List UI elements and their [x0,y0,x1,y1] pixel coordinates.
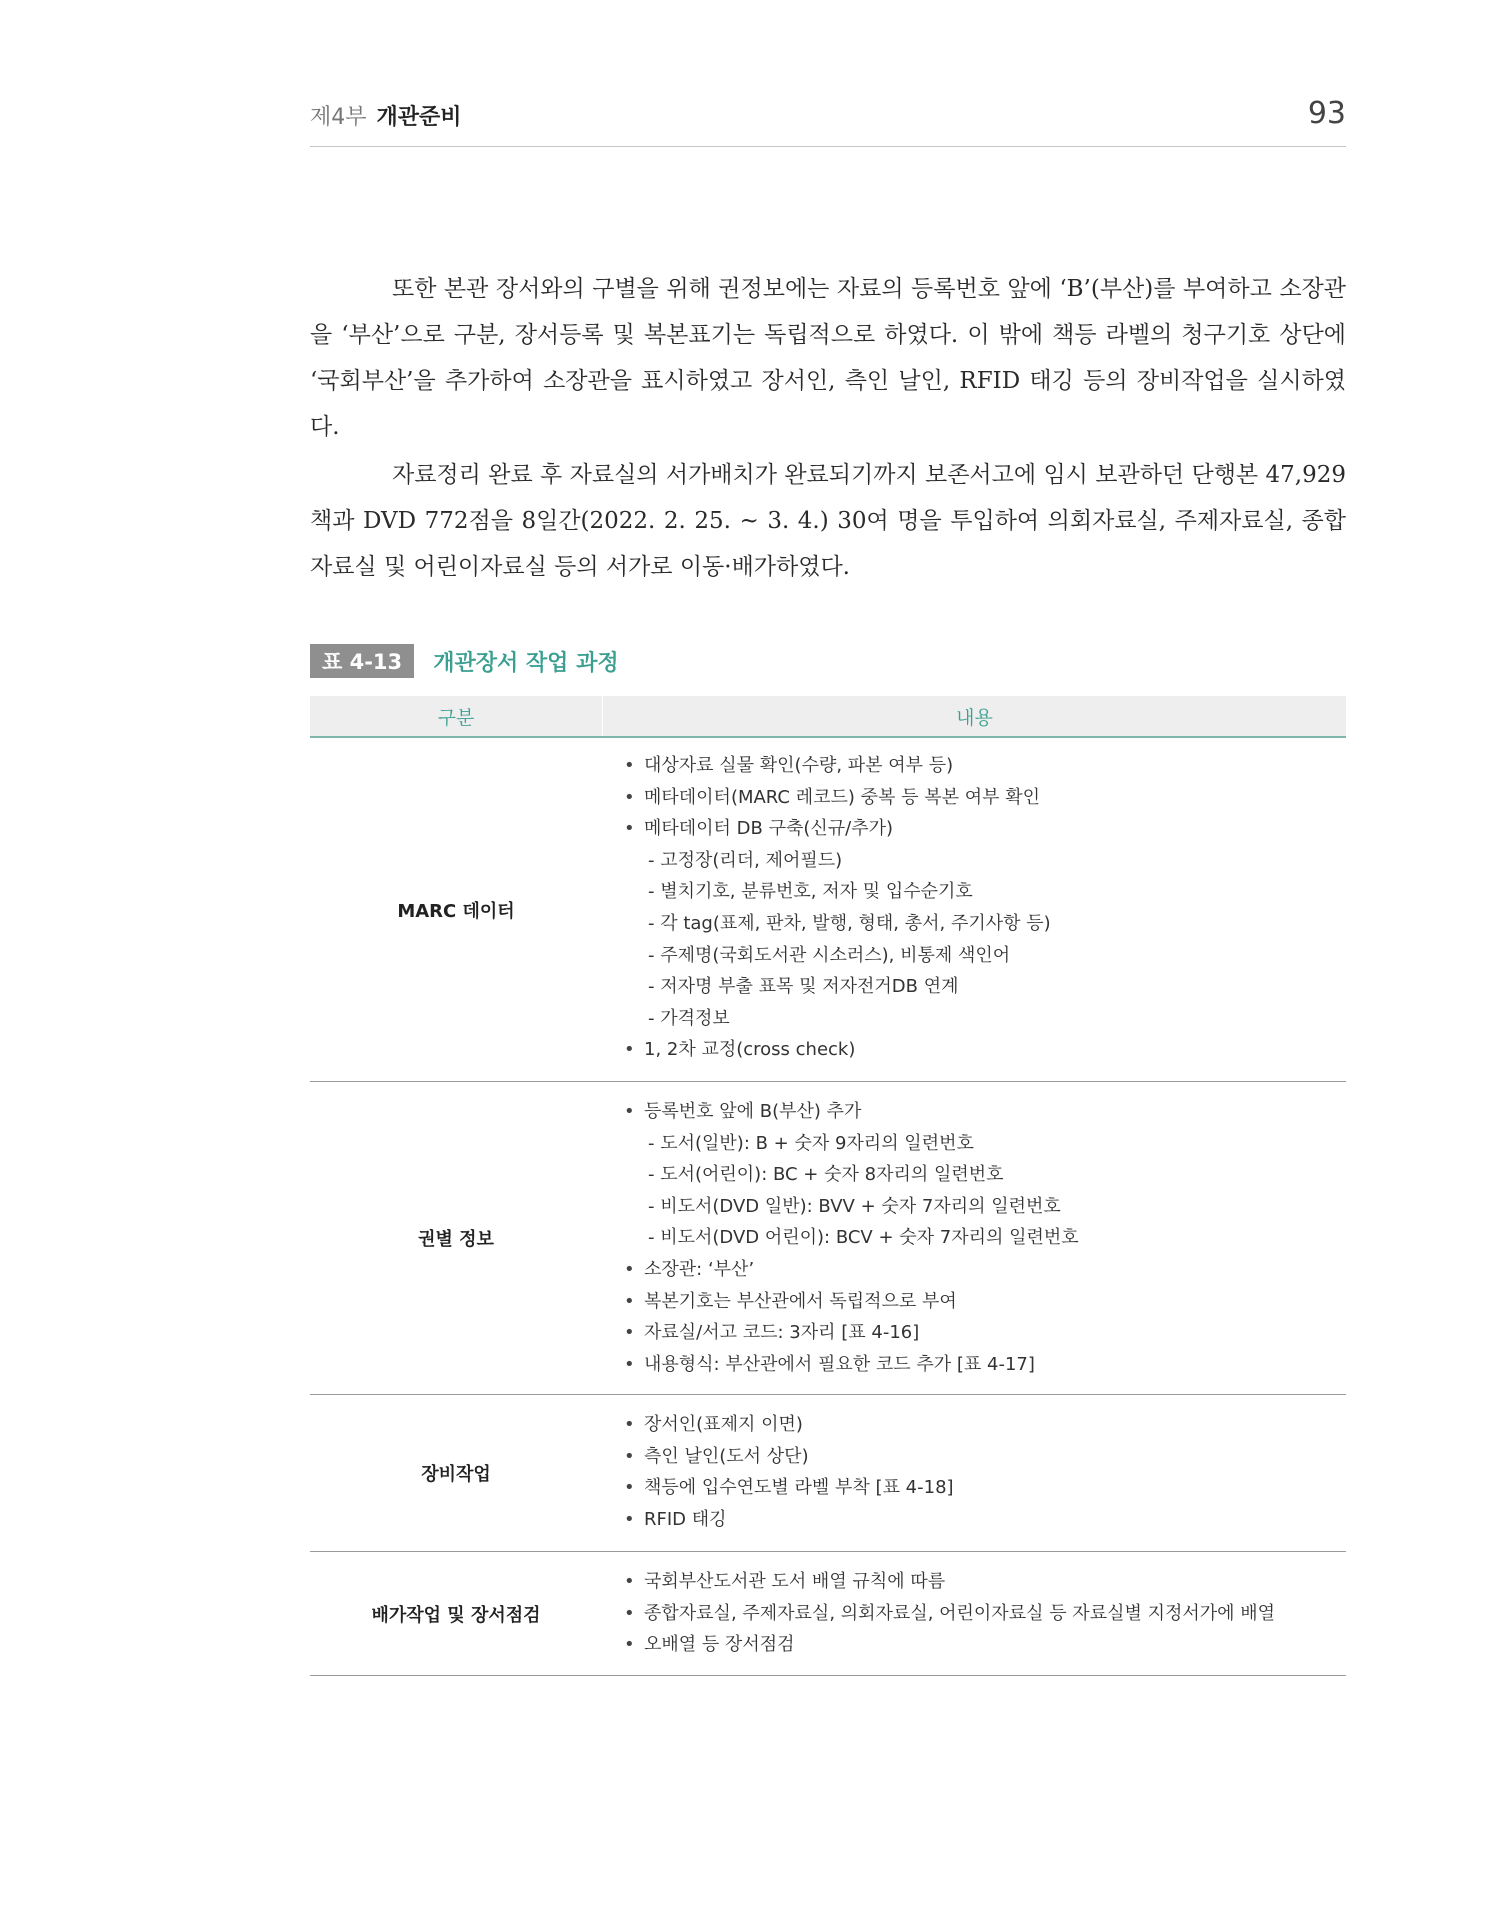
running-header [310,98,1346,147]
list-item: • 측인 날인(도서 상단) [624,1441,1346,1473]
part-title: 개관준비 [376,105,462,130]
sub-list-item: - 도서(일반): B + 숫자 9자리의 일련번호 [648,1132,974,1154]
list-item: • 장서인(표제지 이면) [624,1409,1346,1441]
work-process-table [310,696,1346,1676]
list-item: • 국회부산도서관 도서 배열 규칙에 따름 [624,1566,1346,1598]
sub-list-item: - 비도서(DVD 일반): BVV + 숫자 7자리의 일련번호 [648,1195,1061,1217]
list-item: • 등록번호 앞에 B(부산) 추가 [624,1096,1346,1128]
row-content [602,1082,1346,1394]
sub-list-item: - 주제명(국회도서관 시소러스), 비통제 색인어 [648,944,1011,966]
body-paragraph: 또한 본관 장서와의 구별을 위해 권정보에는 자료의 등록번호 앞에 ‘B’(부산)를 부여하고 소장관을 ‘부산’으로 구분, 장서등록 및 복본표기는 독립적으로 하였다. 이 밖에 책등 라벨의 청구기호 상단에 ‘국회부산’을 추가하여 소장관을 표시하였고 장서인, 측인 날인, RFID 태깅 등의 장비작업을 실시하였다. [310,276,1346,440]
list-item: • 메타데이터 DB 구축(신규/추가) [624,813,1346,845]
sub-list-item: - 가격정보 [648,1007,730,1029]
part-number: 제4부 [310,105,367,130]
list-item: • 소장관: ‘부산’ [624,1254,1346,1286]
row-category: 권별 정보 [418,1229,494,1250]
list-item: • 책등에 입수연도별 라벨 부착 [표 4-18] [624,1472,1346,1504]
page-number: 93 [1307,96,1346,131]
list-item: • 내용형식: 부산관에서 필요한 코드 추가 [표 4-17] [624,1349,1346,1381]
table-row [310,738,1346,1082]
sub-list-item: - 각 tag(표제, 판차, 발행, 형태, 총서, 주기사항 등) [648,912,1051,934]
row-content [602,1552,1346,1675]
list-item: • 종합자료실, 주제자료실, 의회자료실, 어린이자료실 등 자료실별 지정서가에 배열 [624,1598,1346,1630]
sub-list-item: - 저자명 부출 표목 및 저자전거DB 연계 [648,976,959,998]
part-label [310,100,462,131]
table-row [310,1395,1346,1552]
table-caption [310,644,619,674]
table-row [310,1082,1346,1395]
list-item: • RFID 태깅 [624,1504,1346,1536]
row-category: 배가작업 및 장서점검 [371,1604,541,1626]
row-content [602,1395,1346,1551]
table-row [310,1552,1346,1676]
list-item: • 오배열 등 장서점검 [624,1629,1346,1661]
sub-list-item: - 별치기호, 분류번호, 저자 및 입수순기호 [648,881,973,903]
list-item: • 자료실/서고 코드: 3자리 [표 4-16] [624,1317,1346,1349]
list-item: • 1, 2차 교정(cross check) [624,1034,1346,1066]
body-paragraph: 자료정리 완료 후 자료실의 서가배치가 완료되기까지 보존서고에 임시 보관하던 단행본 47,929책과 DVD 772점을 8일간(2022. 2. 25. ~ 3. 4.) 30여 명을 투입하여 의회자료실, 주제자료실, 종합자료실 및 어린이자료실 등의 서가로 이동·배가하였다. [310,462,1346,580]
row-category: MARC 데이터 [397,900,515,922]
column-header-category: 구분 [310,696,603,736]
list-item: • 메타데이터(MARC 레코드) 중복 등 복본 여부 확인 [624,782,1346,814]
row-category: 장비작업 [421,1464,491,1485]
list-item: • 복본기호는 부산관에서 독립적으로 부여 [624,1286,1346,1318]
list-item: • 대상자료 실물 확인(수량, 파본 여부 등) [624,750,1346,782]
column-header-content: 내용 [956,706,993,729]
sub-list-item: - 고정장(리더, 제어필드) [648,849,843,871]
sub-list-item: - 도서(어린이): BC + 숫자 8자리의 일련번호 [648,1164,1004,1186]
table-header-row [310,696,1346,738]
sub-list-item: - 비도서(DVD 어린이): BCV + 숫자 7자리의 일련번호 [648,1227,1079,1249]
row-content [602,738,1346,1081]
table-label: 표 4-13 [310,644,414,678]
table-title: 개관장서 작업 과정 [433,650,619,676]
